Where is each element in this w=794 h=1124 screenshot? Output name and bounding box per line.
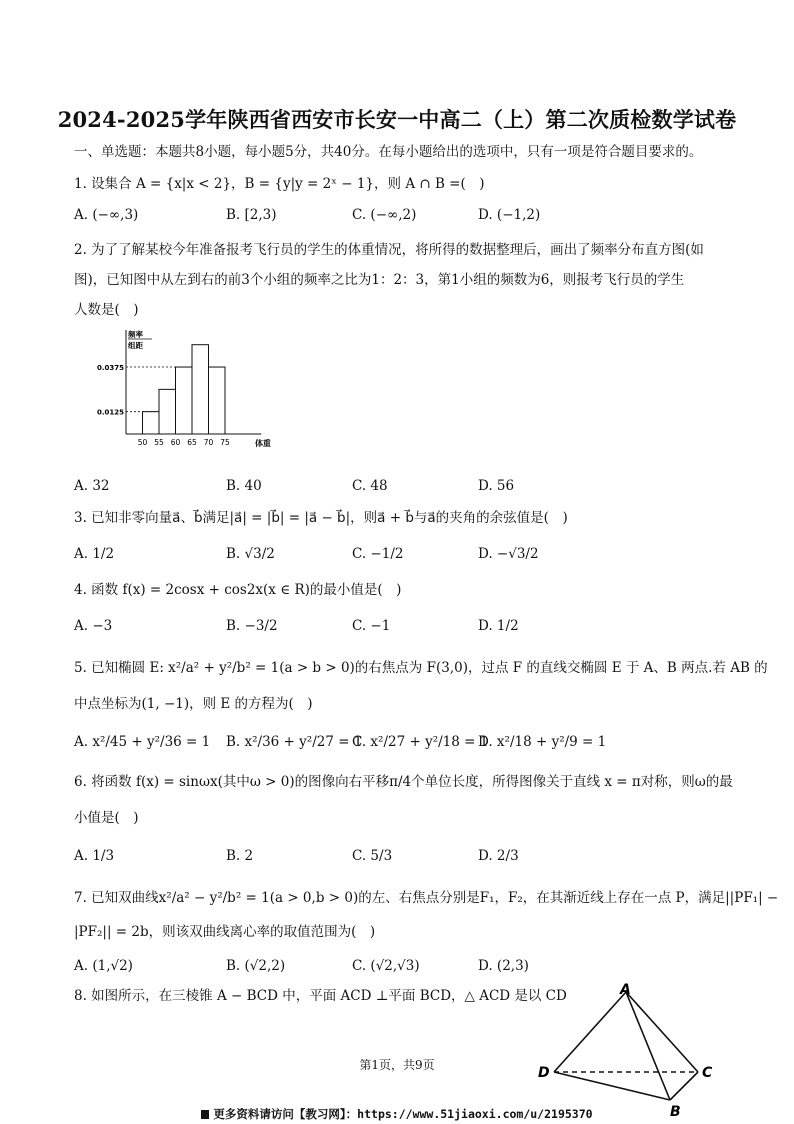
histogram-bar bbox=[159, 389, 176, 434]
q5-stem-line-1: 5. 已知椭圆 E: x²/a² + y²/b² = 1(a > b > 0)的右焦点为 F(3,0)，过点 F 的直线交椭圆 E 于 A、B 两点.若 AB 的 bbox=[74, 660, 768, 676]
q3-option-a: A. 1/2 bbox=[74, 546, 115, 562]
q1-stem: 1. 设集合 A = {x|x < 2}，B = {y|y = 2ˣ − 1}，则 A ∩ B =( ) bbox=[74, 176, 485, 192]
q7-option-a: A. (1,√2) bbox=[74, 958, 133, 974]
q6-option-c: C. 5/3 bbox=[352, 848, 393, 864]
q6-stem-line-1: 6. 将函数 f(x) = sinωx(其中ω > 0)的图像向右平移π/4个单位长度，所得图像关于直线 x = π对称，则ω的最 bbox=[74, 774, 733, 790]
q2-option-b: B. 40 bbox=[226, 478, 262, 494]
q4-option-c: C. −1 bbox=[352, 618, 391, 634]
q5-option-b: B. x²/36 + y²/27 = 1 bbox=[226, 734, 363, 750]
x-tick-label: 55 bbox=[154, 438, 164, 447]
x-tick-label: 75 bbox=[220, 438, 230, 447]
q5-stem-line-2: 中点坐标为(1, −1)，则 E 的方程为( ) bbox=[74, 696, 313, 712]
section-heading: 一、单选题：本题共8小题，每小题5分，共40分。在每小题给出的选项中，只有一项是符合题目要求的。 bbox=[74, 144, 703, 160]
histogram-bar bbox=[176, 367, 193, 434]
q7-stem-line-1: 7. 已知双曲线x²/a² − y²/b² = 1(a > 0,b > 0)的左、右焦点分别是F₁，F₂，在其渐近线上存在一点 P，满足||PF₁| − bbox=[74, 890, 779, 906]
q5-option-c: C. x²/27 + y²/18 = 1 bbox=[352, 734, 489, 750]
q1-option-b: B. [2,3) bbox=[226, 207, 277, 223]
x-tick-label: 50 bbox=[137, 438, 148, 447]
exam-title: 2024-2025学年陕西省西安市长安一中高二（上）第二次质检数学试卷 bbox=[57, 107, 737, 132]
q2-stem-line-1: 2. 为了了解某校今年准备报考飞行员的学生的体重情况，将所得的数据整理后，画出了频率分布直方图(如 bbox=[74, 242, 704, 258]
q2-stem-line-3: 人数是( ) bbox=[74, 302, 139, 318]
flag-icon bbox=[201, 1110, 209, 1119]
q4-option-b: B. −3/2 bbox=[226, 618, 278, 634]
q4-option-a: A. −3 bbox=[74, 618, 113, 634]
histogram-bar bbox=[143, 412, 160, 434]
x-tick-label: 65 bbox=[187, 438, 197, 447]
q6-option-a: A. 1/3 bbox=[74, 848, 115, 864]
q4-stem: 4. 函数 f(x) = 2cosx + cos2x(x ∈ R)的最小值是( ) bbox=[74, 582, 402, 598]
q3-stem: 3. 已知非零向量a⃗、b⃗满足|a⃗| = |b⃗| = |a⃗ − b⃗|，则a⃗ + b⃗与a⃗的夹角的余弦值是( ) bbox=[74, 510, 568, 526]
q6-stem-line-2: 小值是( ) bbox=[74, 810, 139, 826]
y-tick-label: 0.0375 bbox=[96, 364, 124, 373]
y-axis-label: 组距 bbox=[128, 341, 143, 350]
y-tick-label: 0.0125 bbox=[96, 408, 124, 417]
q6-option-d: D. 2/3 bbox=[478, 848, 519, 864]
y-axis-label: 频率 bbox=[128, 330, 143, 339]
x-tick-label: 70 bbox=[203, 438, 214, 447]
q7-option-c: C. (√2,√3) bbox=[352, 958, 420, 974]
promo-banner-text: 更多资料请访问【教习网】：https://www.51jiaoxi.com/u/2195370 bbox=[213, 1107, 593, 1121]
q1-option-a: A. (−∞,3) bbox=[74, 207, 139, 223]
frequency-histogram bbox=[88, 326, 278, 458]
promo-banner[interactable] bbox=[0, 1106, 794, 1122]
q1-option-c: C. (−∞,2) bbox=[352, 207, 417, 223]
q7-option-b: B. (√2,2) bbox=[226, 958, 286, 974]
q3-option-b: B. √3/2 bbox=[226, 546, 275, 562]
vertex-label-d: D bbox=[538, 1065, 550, 1081]
q2-option-a: A. 32 bbox=[74, 478, 110, 494]
histogram-bar bbox=[209, 367, 226, 434]
x-tick-label: 60 bbox=[170, 438, 181, 447]
vertex-label-b: B bbox=[670, 1104, 681, 1120]
histogram-bar bbox=[192, 345, 209, 434]
q2-option-c: C. 48 bbox=[352, 478, 388, 494]
q4-option-d: D. 1/2 bbox=[478, 618, 519, 634]
q8-stem: 8. 如图所示，在三棱锥 A − BCD 中，平面 ACD ⊥平面 BCD，△ ACD 是以 CD bbox=[74, 988, 567, 1004]
x-axis-label: 体重 bbox=[254, 439, 271, 448]
vertex-label-a: A bbox=[620, 982, 631, 998]
q6-option-b: B. 2 bbox=[226, 848, 254, 864]
q7-stem-line-2: |PF₂|| = 2b，则该双曲线离心率的取值范围为( ) bbox=[74, 924, 376, 940]
q1-option-d: D. (−1,2) bbox=[478, 207, 541, 223]
page-footer: 第1页，共9页 bbox=[359, 1058, 435, 1072]
tetrahedron-figure bbox=[534, 980, 724, 1120]
vertex-label-c: C bbox=[702, 1065, 713, 1081]
q3-option-c: C. −1/2 bbox=[352, 546, 404, 562]
q2-option-d: D. 56 bbox=[478, 478, 515, 494]
q3-option-d: D. −√3/2 bbox=[478, 546, 539, 562]
q5-option-d: D. x²/18 + y²/9 = 1 bbox=[478, 734, 607, 750]
q5-option-a: A. x²/45 + y²/36 = 1 bbox=[74, 734, 211, 750]
q7-option-d: D. (2,3) bbox=[478, 958, 529, 974]
q2-stem-line-2: 图)，已知图中从左到右的前3个小组的频率之比为1：2：3，第1小组的频数为6，则报考飞行员的学生 bbox=[74, 272, 685, 288]
